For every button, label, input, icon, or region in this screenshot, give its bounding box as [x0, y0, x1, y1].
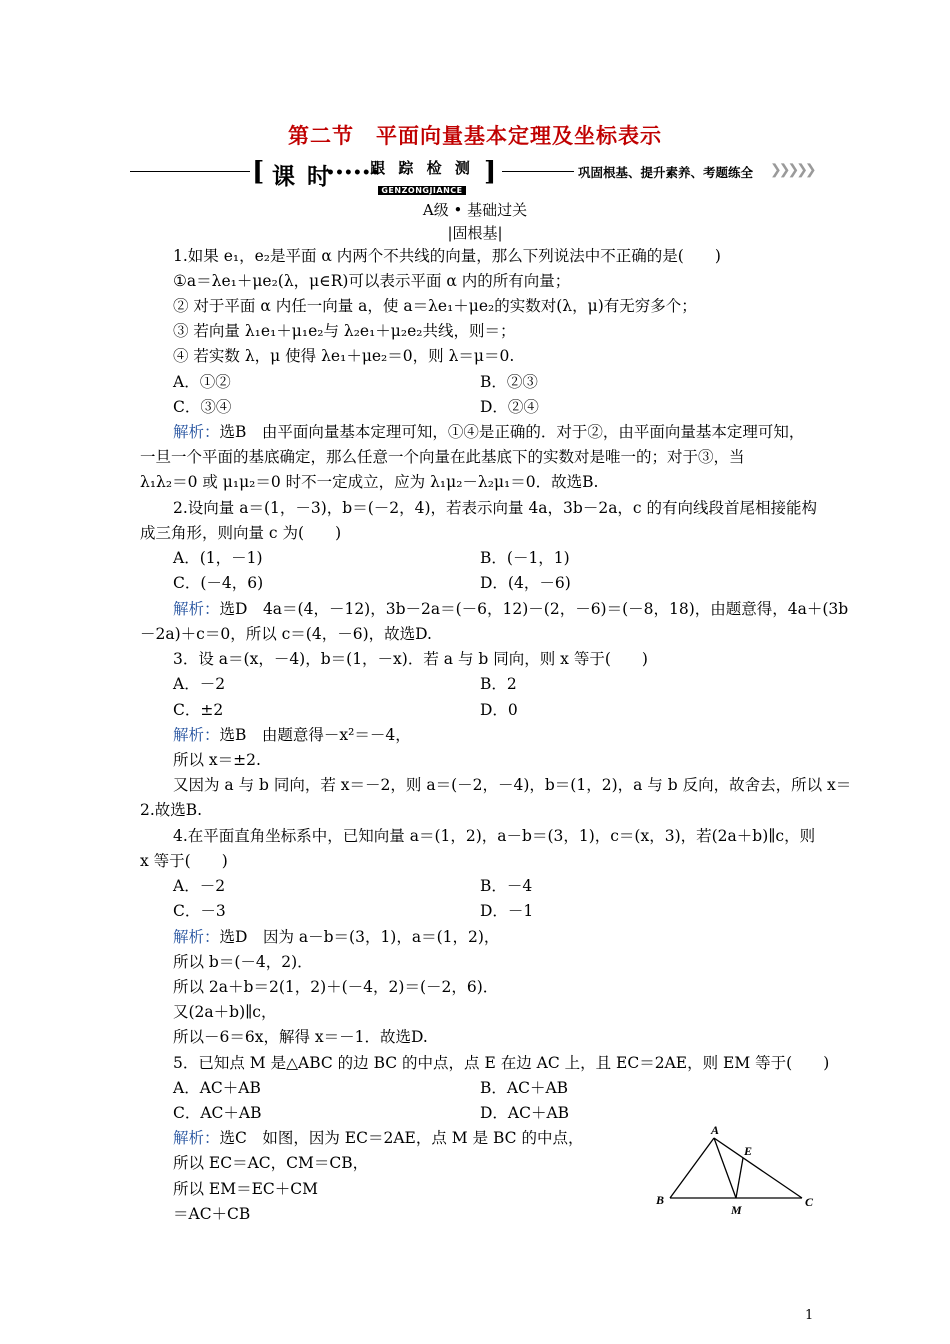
sub-heading: |固根基|	[447, 224, 503, 242]
q2-option-a: A．(1，－1)	[173, 549, 263, 567]
solution-label: 解析：	[173, 928, 220, 946]
q2-stem-2: 成三角形，则向量 c 为( )	[140, 524, 342, 542]
q3-option-b: B．2	[480, 675, 517, 693]
label-a: A	[711, 1124, 720, 1137]
solution-label: 解析：	[173, 726, 220, 744]
q3-solution-text: 选B 由题意得－x²＝－4，	[219, 726, 411, 744]
q5-option-b: B．AC＋AB	[480, 1079, 569, 1097]
q2-solution-text: 选D 4a＝(4，－12)，3b－2a＝(－6，12)－(2，－6)＝(－8，18)，由题意得，4a＋(3b	[219, 600, 849, 618]
level-heading: A级 • 基础过关	[422, 201, 528, 219]
q1-solution-line-3: λ₁λ₂＝0 或 μ₁μ₂＝0 时不一定成立，应为 λ₁μ₂－λ₂μ₁＝0．故选B.	[140, 473, 599, 491]
q2-stem-1: 2.设向量 a＝(1，－3)，b＝(－2，4)，若表示向量 4a，3b－2a，c 的有向线段首尾相接能构	[173, 499, 818, 517]
q1-solution-text: 选B 由平面向量基本定理可知，①④是正确的．对于②，由平面向量基本定理可知，	[219, 423, 805, 441]
q1-item-2: ② 对于平面 α 内任一向量 a，使 a＝λe₁＋μe₂的实数对(λ，μ)有无穷多个；	[173, 297, 697, 315]
q1-option-c: C．③④	[173, 398, 232, 416]
page-number: 1	[805, 1308, 814, 1323]
q2-option-c: C．(－4，6)	[173, 574, 264, 592]
q5-solution-line-2: 所以 EC＝AC，CM＝CB，	[173, 1154, 369, 1172]
banner-bracket-left: [	[252, 157, 265, 187]
banner-rule-left	[130, 171, 250, 172]
q1-option-d: D．②④	[480, 398, 539, 416]
q2-solution-line-2: －2a)＋c＝0，所以 c＝(4，－6)，故选D.	[140, 625, 432, 643]
section-banner	[130, 155, 820, 195]
q4-option-d: D．－1	[480, 902, 534, 920]
q5-solution-line-4: ＝AC＋CB	[173, 1205, 251, 1223]
q5-solution-line-1	[173, 1128, 583, 1148]
q5-stem: 5．已知点 M 是△ABC 的边 BC 的中点，点 E 在边 AC 上，且 EC＝2AE，则 EM 等于( )	[173, 1054, 830, 1072]
banner-genzong-cn: 跟 踪 检 测	[370, 159, 474, 177]
triangle-figure	[648, 1124, 828, 1216]
q5-solution-line-3: 所以 EM＝EC＋CM	[173, 1180, 319, 1198]
q5-option-d: D．AC＋AB	[480, 1104, 570, 1122]
label-e: E	[744, 1144, 753, 1158]
page-title: 第二节 平面向量基本定理及坐标表示	[288, 124, 662, 148]
q5-option-c: C．AC＋AB	[173, 1104, 262, 1122]
q4-option-c: C．－3	[173, 902, 226, 920]
label-c: C	[805, 1195, 814, 1209]
q4-solution-line-5: 所以－6＝6x，解得 x＝－1．故选D.	[173, 1028, 428, 1046]
q3-solution-line-4: 2.故选B.	[140, 801, 203, 819]
label-m: M	[731, 1203, 742, 1216]
segment-am	[714, 1138, 736, 1198]
q4-solution-line-4: 又(2a＋b)∥c，	[173, 1003, 277, 1021]
banner-bracket-right: ]	[484, 157, 497, 187]
q1-item-4: ④ 若实数 λ，μ 使得 λe₁＋μe₂＝0，则 λ＝μ＝0.	[173, 347, 515, 365]
label-b: B	[656, 1193, 665, 1207]
q4-stem-1: 4.在平面直角坐标系中，已知向量 a＝(1，2)，a－b＝(3，1)，c＝(x，3)，若(2a＋b)∥c，则	[173, 827, 816, 845]
q1-item-3: ③ 若向量 λ₁e₁＋μ₁e₂与 λ₂e₁＋μ₂e₂共线，则＝；	[173, 322, 516, 340]
q3-stem: 3．设 a＝(x，－4)，b＝(1，－x)．若 a 与 b 同向，则 x 等于( )	[173, 650, 648, 668]
banner-dots: ••••••	[326, 165, 380, 181]
q4-solution-line-3: 所以 2a＋b＝2(1，2)＋(－4，2)＝(－2，6)．	[173, 978, 499, 996]
q5-option-a: A．AC＋AB	[173, 1079, 261, 1097]
q3-solution-line-2: 所以 x＝±2.	[173, 751, 261, 769]
q5-solution-text: 选C 如图，因为 EC＝2AE，点 M 是 BC 的中点，	[219, 1129, 584, 1147]
q3-option-c: C．±2	[173, 701, 224, 719]
q4-option-b: B．－4	[480, 877, 533, 895]
q4-stem-2: x 等于( )	[140, 852, 228, 870]
banner-tagline: 巩固根基、提升素养、考题练全	[578, 165, 754, 180]
q3-solution-line-3: 又因为 a 与 b 同向，若 x＝－2，则 a＝(－2，－4)，b＝(1，2)，a 与 b 反向，故舍去，所以 x＝	[173, 776, 852, 794]
chevrons-icon: ❯❯❯❯❯	[770, 162, 814, 178]
q1-solution-line-2: 一旦一个平面的基底确定，那么任意一个向量在此基底下的实数对是唯一的；对于③，当	[140, 448, 745, 466]
q2-option-d: D．(4，－6)	[480, 574, 571, 592]
edge-ab	[670, 1138, 714, 1198]
q2-option-b: B．(－1，1)	[480, 549, 570, 567]
q3-solution-line-1	[173, 725, 411, 745]
solution-label: 解析：	[173, 423, 220, 441]
q2-solution-line-1	[173, 599, 848, 619]
banner-genzong	[362, 157, 482, 197]
q1-item-1: ①a＝λe₁＋μe₂(λ，μ∈R)可以表示平面 α 内的所有向量；	[173, 272, 571, 290]
q3-option-a: A．－2	[173, 675, 226, 693]
edge-ac	[714, 1138, 802, 1198]
banner-genzong-en: GENZONGJIANCE	[378, 186, 465, 195]
q4-solution-line-1	[173, 927, 499, 947]
q4-solution-text: 选D 因为 a－b＝(3，1)，a＝(1，2)，	[219, 928, 500, 946]
q3-option-d: D．0	[480, 701, 518, 719]
q1-solution-line-1	[173, 422, 804, 442]
q1-option-b: B．②③	[480, 373, 538, 391]
q1-option-a: A．①②	[173, 373, 231, 391]
solution-label: 解析：	[173, 1129, 220, 1147]
q1-stem: 1.如果 e₁，e₂是平面 α 内两个不共线的向量，那么下列说法中不正确的是( )	[173, 247, 721, 265]
q4-option-a: A．－2	[173, 877, 226, 895]
banner-keshi: 课 时	[272, 164, 333, 190]
solution-label: 解析：	[173, 600, 220, 618]
q4-solution-line-2: 所以 b＝(－4，2)．	[173, 953, 313, 971]
banner-rule-right	[502, 171, 574, 172]
segment-me	[736, 1158, 743, 1198]
